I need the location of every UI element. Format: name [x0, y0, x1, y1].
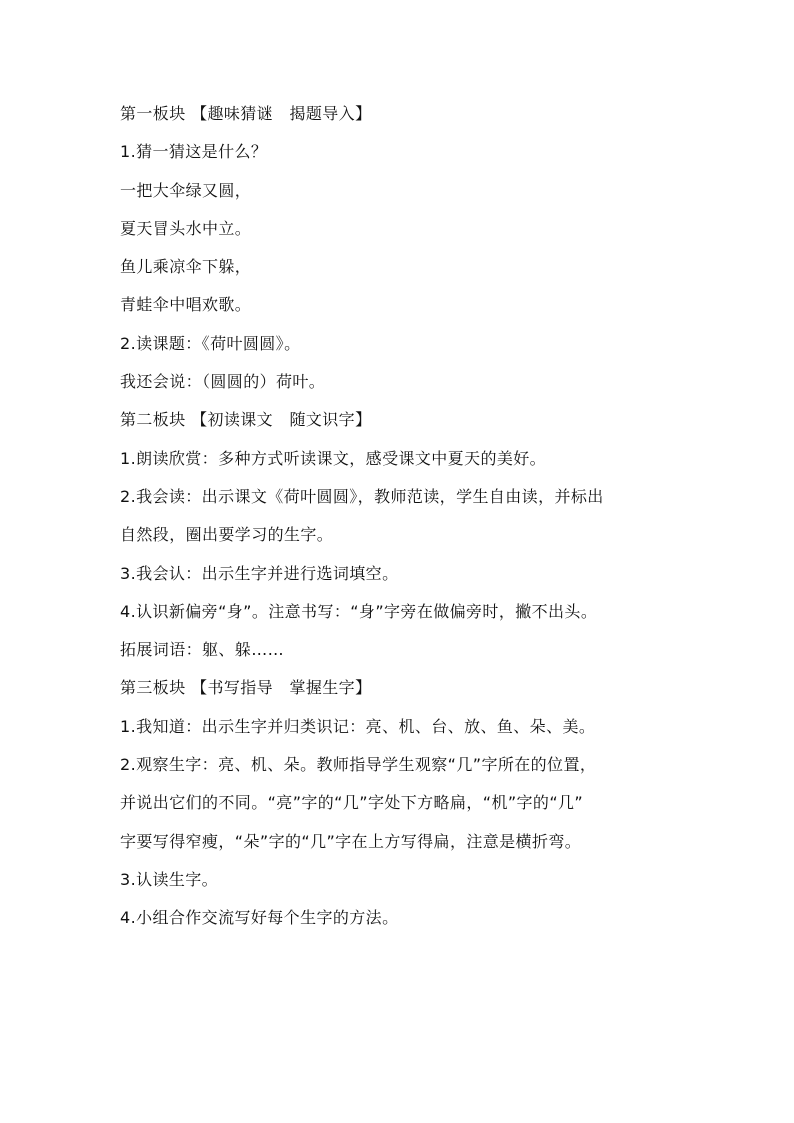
riddle-line: 鱼儿乘凉伞下躲， [120, 257, 252, 277]
paragraph-line: 2.观察生字：亮、机、朵。教师指导学生观察“几”字所在的位置， [120, 755, 597, 775]
document-body [120, 104, 700, 947]
riddle-line: 一把大伞绿又圆， [120, 180, 252, 200]
paragraph-line: 自然段，圈出要学习的生字。 [120, 525, 334, 545]
paragraph-line: 1.朗读欣赏：多种方式听读课文，感受课文中夏天的美好。 [120, 448, 547, 468]
paragraph-line: 并说出它们的不同。“亮”字的“几”字处下方略扁，“机”字的“几” [120, 793, 584, 813]
paragraph-line: 4.认识新偏旁“身”。注意书写：“身”字旁在做偏旁时，撇不出头。 [120, 601, 598, 621]
paragraph-line: 我还会说：（圆圆的）荷叶。 [120, 372, 326, 392]
paragraph-line: 3.我会认：出示生字并进行选词填空。 [120, 563, 399, 583]
section-heading-1: 第一板块 【趣味猜谜 揭题导入】 [120, 104, 372, 123]
paragraph-line: 2.读课题：《荷叶圆圆》。 [120, 333, 301, 353]
section-heading-3: 第三板块 【书写指导 掌握生字】 [120, 678, 372, 698]
paragraph-line: 拓展词语：躯、躲…… [120, 640, 285, 660]
section-heading-2: 第二板块 【初读课文 随文识字】 [120, 410, 372, 430]
paragraph-line: 4.小组合作交流写好每个生字的方法。 [120, 908, 399, 928]
paragraph-line: 1.猜一猜这是什么？ [120, 142, 268, 162]
paragraph-line: 3.认读生字。 [120, 869, 219, 889]
paragraph-line: 字要写得窄瘦，“朵”字的“几”字在上方写得扁，注意是横折弯。 [120, 831, 582, 851]
riddle-line: 青蛙伞中唱欢歌。 [120, 295, 252, 315]
paragraph-line: 2.我会读：出示课文《荷叶圆圆》，教师范读，学生自由读，并标出 [120, 486, 604, 506]
paragraph-line: 1.我知道：出示生字并归类识记：亮、机、台、放、鱼、朵、美。 [120, 716, 596, 736]
riddle-line: 夏天冒头水中立。 [120, 218, 252, 238]
